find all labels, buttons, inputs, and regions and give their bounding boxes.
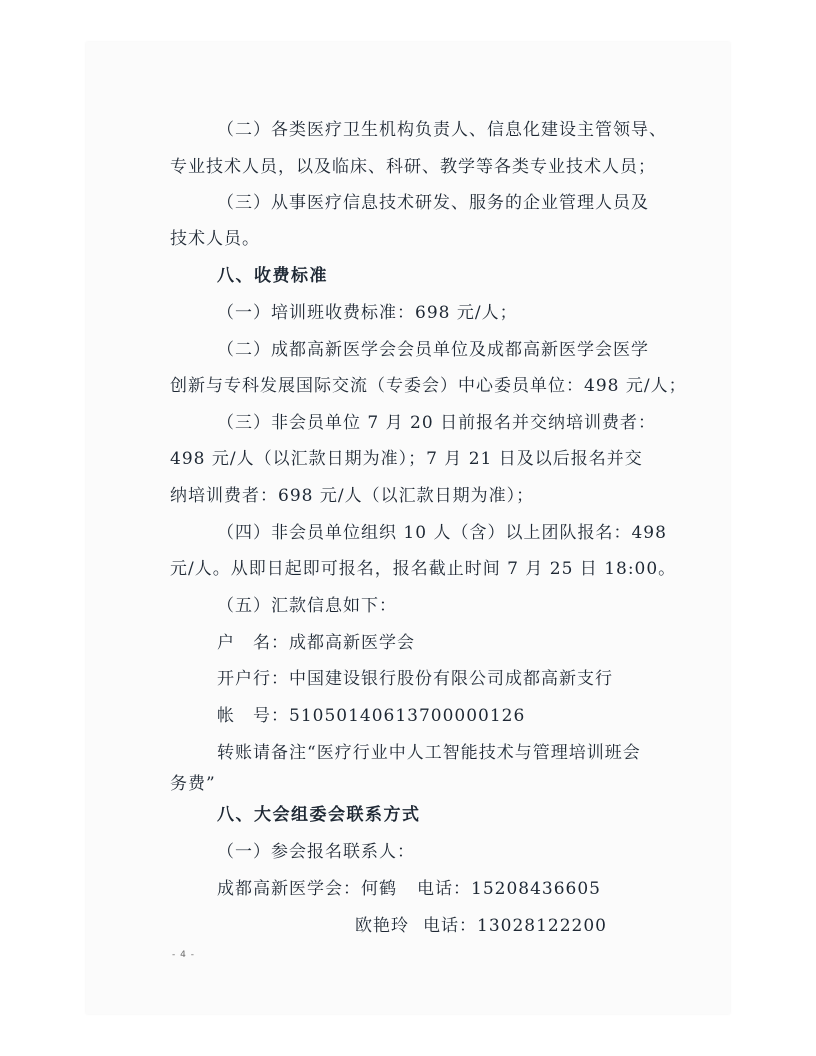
contact-row-1 [217, 879, 601, 899]
contact-phone-1: 15208436605 [471, 879, 601, 899]
text-line: 务费” [170, 774, 216, 794]
text-line: 元/人。从即日起即可报名，报名截止时间 7 月 25 日 18:00。 [170, 559, 677, 579]
account-name-row [217, 633, 415, 653]
text-line: （一）参会报名联系人： [217, 842, 415, 862]
text-line: （五）汇款信息如下： [217, 596, 397, 616]
contact-phone-label-1: 电话： [417, 879, 471, 899]
text-line: 专业技术人员，以及临床、科研、教学等各类专业技术人员； [170, 157, 656, 177]
account-bank-value: 中国建设银行股份有限公司成都高新支行 [289, 669, 613, 689]
account-number-label: 帐 号： [217, 706, 289, 726]
contact-row-2 [355, 916, 607, 936]
text-line: 技术人员。 [170, 229, 260, 249]
contact-person-2: 欧艳玲 [355, 916, 409, 936]
text-line: 纳培训费者：698 元/人（以汇款日期为准）； [170, 486, 535, 506]
contact-phone-label-2: 电话： [423, 916, 477, 936]
account-bank-row [217, 669, 613, 689]
contact-phone-2: 13028122200 [477, 916, 607, 936]
text-line: 498 元/人（以汇款日期为准）；7 月 21 日及以后报名并交 [170, 449, 643, 469]
account-number-row [217, 706, 525, 726]
contact-org: 成都高新医学会： [217, 879, 361, 899]
text-line: （二）各类医疗卫生机构负责人、信息化建设主管领导、 [217, 120, 667, 140]
account-name-label: 户 名： [217, 633, 289, 653]
account-number-value: 51050140613700000126 [289, 706, 526, 726]
contact-person-1: 何鹤 [361, 879, 397, 899]
text-line: （一）培训班收费标准：698 元/人； [217, 303, 518, 323]
text-line: 转账请备注“医疗行业中人工智能技术与管理培训班会 [217, 743, 641, 763]
text-line: （三）从事医疗信息技术研发、服务的企业管理人员及 [217, 193, 649, 213]
text-line: （三）非会员单位 7 月 20 日前报名并交纳培训费者： [217, 413, 657, 433]
page-number: - 4 - [172, 950, 195, 960]
section-heading-fees: 八、收费标准 [217, 266, 328, 286]
account-name-value: 成都高新医学会 [289, 633, 415, 653]
text-line: 创新与专科发展国际交流（专委会）中心委员单位：498 元/人； [170, 376, 687, 396]
text-line: （二）成都高新医学会会员单位及成都高新医学会医学 [217, 340, 649, 360]
section-heading-contact: 八、大会组委会联系方式 [217, 805, 421, 825]
account-bank-label: 开户行： [217, 669, 289, 689]
text-line: （四）非会员单位组织 10 人（含）以上团队报名：498 [217, 523, 667, 543]
